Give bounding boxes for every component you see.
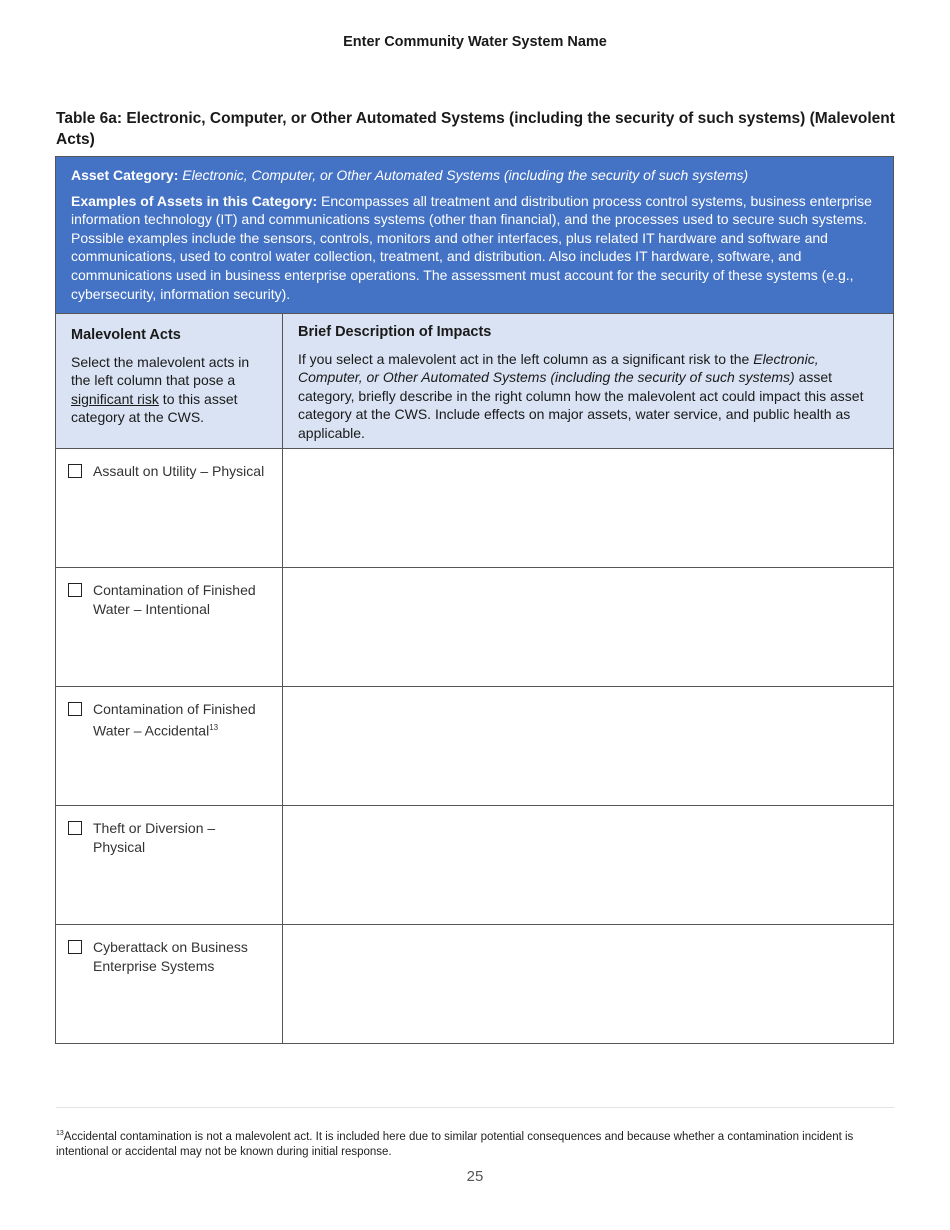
instructions-text-b: to this asset category at the CWS. <box>71 390 238 426</box>
asset-category-line <box>71 166 878 185</box>
table-row <box>56 806 893 925</box>
asset-category-label: Asset Category: <box>71 167 179 183</box>
footnote-ref: 13 <box>209 722 219 732</box>
assault-checkbox[interactable] <box>68 464 82 478</box>
column-header-row <box>56 314 893 449</box>
examples-text: Encompasses all treatment and distribution process control systems, business enterprise information technology (IT) and communications systems (other than financial), and the processes used to secure such systems. Possible examples include the sensors, controls, monitors and other interfaces, plus related IT hardware and software and communications, used to control water collection, treatment, and distribution. Also includes IT hardware, software, and communications used in business enterprise operations. The assessment must account for the security of these systems (e.g., cybersecurity, information security). <box>71 192 872 302</box>
act-label-theft: Theft or Diversion – Physical <box>93 820 216 855</box>
impacts-text-a: If you select a malevolent act in the left column as a significant risk to the <box>298 350 754 367</box>
impact-description-assault[interactable] <box>283 449 893 567</box>
act-label-contamination-accidental-wrap <box>93 700 270 740</box>
significant-risk-underlined: significant risk <box>71 390 159 407</box>
table-row <box>56 687 893 806</box>
asset-category-box <box>56 157 893 314</box>
footnote-text: Accidental contamination is not a malevolent act. It is included here due to similar potential consequences and because whether a contamination incident is intentional or accidental may not be known during initial response. <box>56 1130 854 1158</box>
act-label-cyberattack: Cyberattack on Business Enterprise Systems <box>93 939 248 974</box>
table-row <box>56 568 893 687</box>
contamination-accidental-checkbox[interactable] <box>68 702 82 716</box>
theft-checkbox[interactable] <box>68 821 82 835</box>
footnote-number: 13 <box>56 1130 64 1137</box>
examples-label: Examples of Assets in this Category: <box>71 192 318 209</box>
act-label-contamination-intentional: Contamination of Finished Water – Intentional <box>93 582 256 617</box>
cyberattack-checkbox[interactable] <box>68 940 82 954</box>
malevolent-acts-table <box>55 156 894 1044</box>
footnote-divider <box>56 1107 894 1108</box>
malevolent-acts-heading: Malevolent Acts <box>71 327 181 343</box>
instructions-text-a: Select the malevolent acts in the left column that pose a <box>71 353 250 389</box>
malevolent-acts-header <box>56 314 283 448</box>
examples-paragraph <box>71 192 878 304</box>
impacts-instructions <box>298 350 878 443</box>
page-number: 25 <box>466 1168 484 1185</box>
act-label-contamination-accidental: Contamination of Finished Water – Accidental <box>93 701 256 739</box>
malevolent-acts-instructions <box>71 353 267 427</box>
impact-description-contamination-accidental[interactable] <box>283 687 893 805</box>
impact-description-contamination-intentional[interactable] <box>283 568 893 686</box>
act-cell-contamination-intentional <box>56 568 283 686</box>
table-title: Table 6a: Electronic, Computer, or Other Automated Systems (including the security of such systems) (Malevolent Acts) <box>56 110 895 148</box>
act-cell-cyberattack <box>56 925 283 1043</box>
cws-name-header: Enter Community Water System Name <box>343 34 607 50</box>
table-row <box>56 449 893 568</box>
impacts-text-b: asset category, briefly describe in the right column how the malevolent act could impact this asset category at the CWS. Include effects on major assets, water service, and public health as applicable. <box>298 369 864 441</box>
impacts-header <box>283 314 893 448</box>
table-row <box>56 925 893 1043</box>
act-cell-theft <box>56 806 283 924</box>
contamination-intentional-checkbox[interactable] <box>68 583 82 597</box>
act-cell-assault <box>56 449 283 567</box>
act-cell-contamination-accidental <box>56 687 283 805</box>
footnote <box>56 1126 896 1160</box>
impacts-heading: Brief Description of Impacts <box>298 324 492 340</box>
asset-category-value: Electronic, Computer, or Other Automated Systems (including the security of such systems) <box>182 167 749 183</box>
act-label-assault: Assault on Utility – Physical <box>93 463 265 479</box>
impact-description-theft[interactable] <box>283 806 893 924</box>
impacts-text-italic: Electronic, Computer, or Other Automated Systems (including the security of such systems) <box>298 350 819 386</box>
impact-description-cyberattack[interactable] <box>283 925 893 1043</box>
